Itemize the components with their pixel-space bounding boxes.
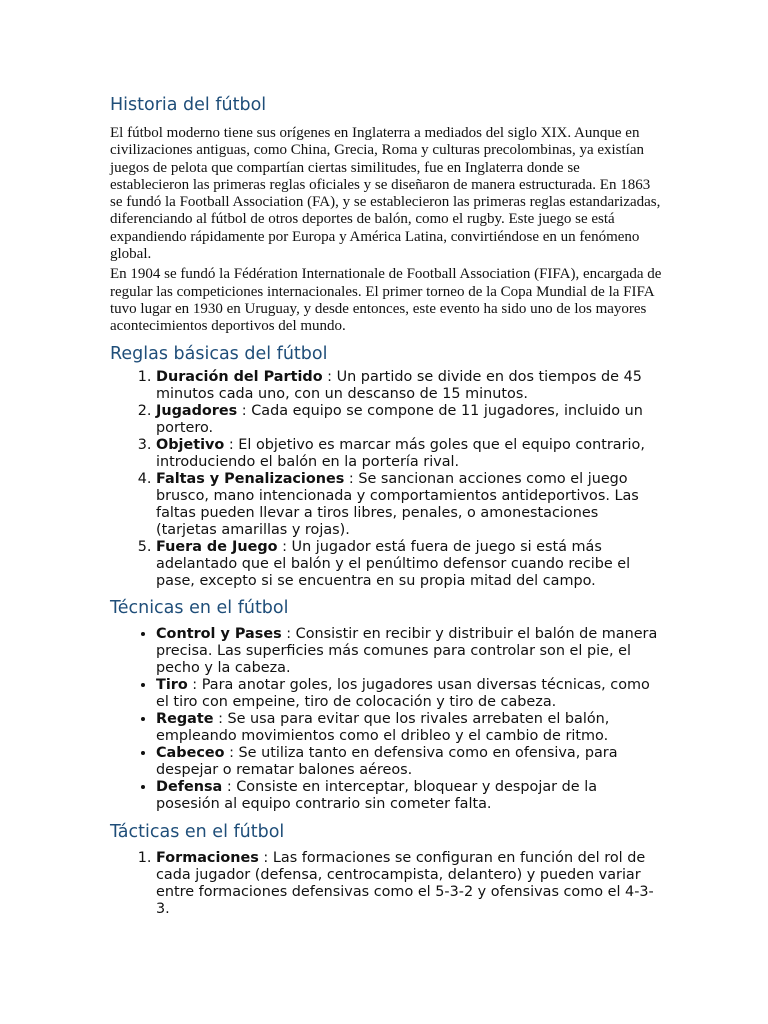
paragraph-historia-1: El fútbol moderno tiene sus orígenes en Inglaterra a mediados del siglo XIX. Aunque en civilizaciones antiguas, como China, Grecia, Roma y culturas precolombinas, ya existían juegos de pelota que compartían ciertas similitudes, fue en Inglaterra donde se establecieron las primeras reglas oficiales y se diseñaron de manera estructurada. En 1863 se fundó la Football Association (FA), y se establecieron las primeras reglas estandarizadas, diferenciando al fútbol de otros deportes de balón, como el rugby. Este juego se está expandiendo rápidamente por Europa y América Latina, convirtiéndose en un fenómeno global. (110, 125, 661, 263)
paragraph-historia-2: En 1904 se fundó la Fédération Internationale de Football Association (FIFA), encargada de regular las competiciones internacionales. El primer torneo de la Copa Mundial de la FIFA tuvo lugar en 1930 en Uruguay, y desde entonces, este evento ha sido uno de los mayores acontecimientos deportivos del mundo. (110, 266, 662, 335)
item-term: Fuera de Juego (156, 538, 278, 555)
list-item (156, 677, 662, 711)
list-item (156, 850, 662, 918)
list-tecnicas (110, 626, 662, 813)
item-term: Duración del Partido (156, 368, 323, 385)
heading-historia: Historia del fútbol (110, 95, 267, 115)
item-text: : Un jugador está fuera de juego si está más adelantado que el balón y el penúltimo defensor cuando recibe el pase, excepto si se encuentra en su propia mitad del campo. (156, 538, 631, 589)
item-text: : Las formaciones se configuran en función del rol de cada jugador (defensa, centrocampista, delantero) y pueden variar entre formaciones defensivas como el 5-3-2 y ofensivas como el 4-3-3. (156, 849, 654, 917)
item-term: Defensa (156, 778, 223, 795)
item-text: : Consistir en recibir y distribuir el balón de manera precisa. Las superficies más comunes para controlar son el pie, el pecho y la cabeza. (156, 625, 658, 676)
list-item (156, 745, 662, 779)
item-term: Cabeceo (156, 744, 225, 761)
item-text: : Se sancionan acciones como el juego brusco, mano intencionada y comportamientos antideportivos. Las faltas pueden llevar a tiros libres, penales, o amonestaciones (tarjetas amarillas y rojas). (156, 470, 639, 538)
list-item (156, 626, 662, 677)
item-text: : Un partido se divide en dos tiempos de 45 minutos cada uno, con un descanso de 15 minutos. (156, 368, 642, 402)
item-text: : Se utiliza tanto en defensiva como en ofensiva, para despejar o rematar balones aéreos. (156, 744, 618, 778)
list-item (156, 711, 662, 745)
item-term: Tiro (156, 676, 188, 693)
list-tacticas (110, 850, 662, 918)
list-item (156, 403, 662, 437)
list-item (156, 471, 662, 539)
item-text: : Consiste en interceptar, bloquear y despojar de la posesión al equipo contrario sin cometer falta. (156, 778, 598, 812)
heading-tecnicas: Técnicas en el fútbol (110, 597, 289, 618)
item-text: : El objetivo es marcar más goles que el equipo contrario, introduciendo el balón en la portería rival. (156, 436, 645, 470)
document-body (110, 94, 662, 918)
item-text: : Cada equipo se compone de 11 jugadores, incluido un portero. (156, 402, 643, 436)
item-term: Control y Pases (156, 625, 282, 642)
item-term: Faltas y Penalizaciones (156, 470, 345, 487)
heading-tacticas: Tácticas en el fútbol (110, 821, 285, 842)
item-term: Regate (156, 710, 214, 727)
list-item (156, 437, 662, 471)
heading-reglas: Reglas básicas del fútbol (110, 343, 328, 364)
list-item (156, 779, 662, 813)
item-term: Objetivo (156, 436, 225, 453)
item-text: : Para anotar goles, los jugadores usan diversas técnicas, como el tiro con empeine, tiro de colocación y tiro de cabeza. (156, 676, 650, 710)
item-term: Formaciones (156, 849, 259, 866)
item-text: : Se usa para evitar que los rivales arrebaten el balón, empleando movimientos como el dribleo y el cambio de ritmo. (156, 710, 610, 744)
list-item (156, 539, 662, 590)
list-item (156, 369, 662, 403)
list-reglas (110, 369, 662, 590)
item-term: Jugadores (156, 402, 238, 419)
